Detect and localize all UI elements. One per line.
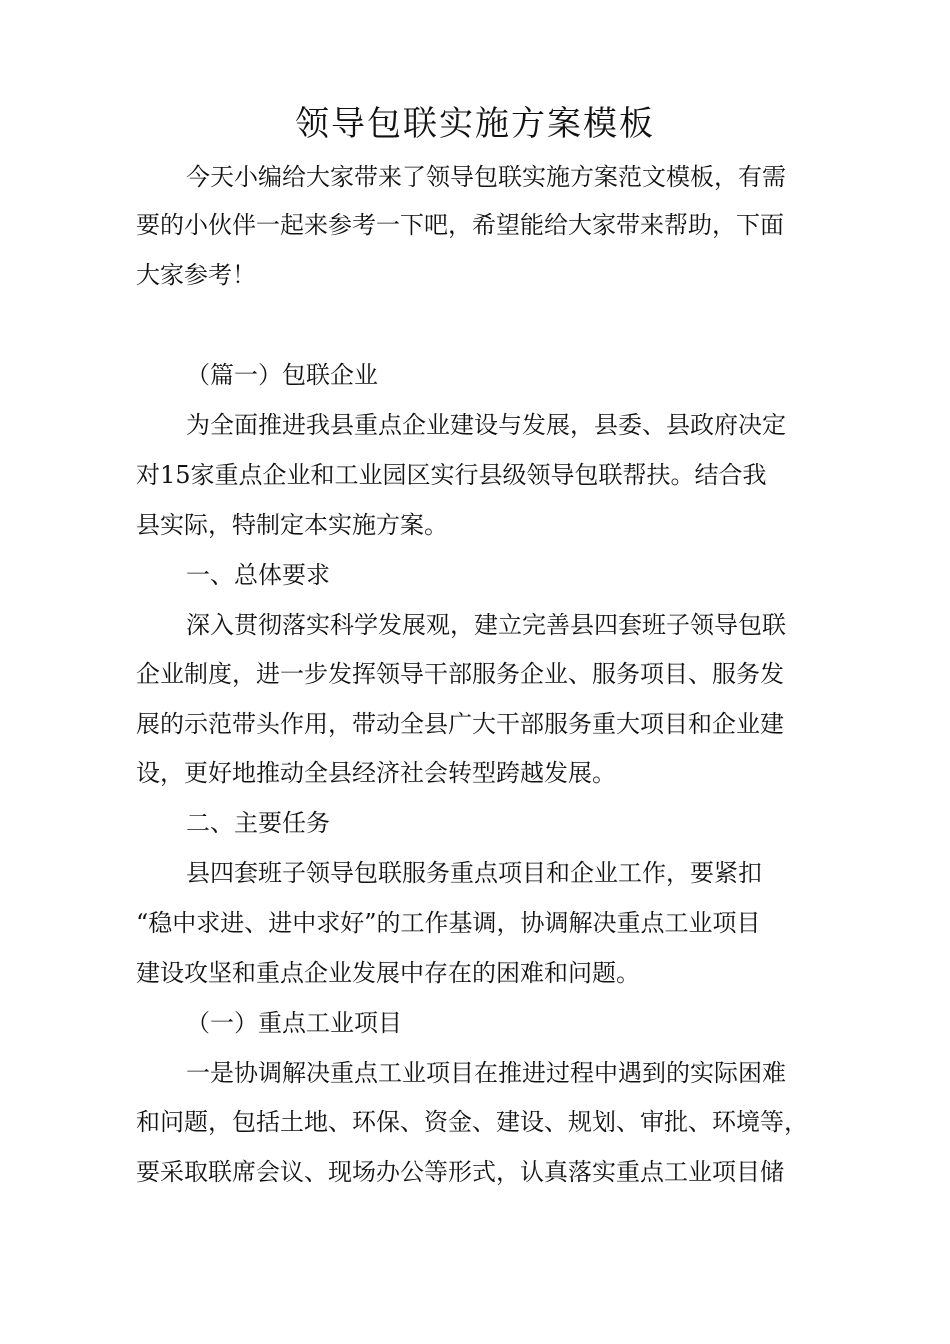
paragraph-line: 要采取联席会议、现场办公等形式，认真落实重点工业项目储 xyxy=(136,1158,784,1186)
paragraph-line: 建设攻坚和重点企业发展中存在的困难和问题。 xyxy=(136,959,640,987)
paragraph-line: 今天小编给大家带来了领导包联实施方案范文模板，有需 xyxy=(186,163,786,191)
paragraph-line: 和问题，包括土地、环保、资金、建设、规划、审批、环境等， xyxy=(136,1108,808,1136)
paragraph-line: 县实际，特制定本实施方案。 xyxy=(136,511,448,539)
paragraph-line: 县四套班子领导包联服务重点项目和企业工作，要紧扣 xyxy=(186,859,762,887)
section-heading: 二、主要任务 xyxy=(186,809,330,837)
paragraph-line: 展的示范带头作用，带动全县广大干部服务重大项目和企业建 xyxy=(136,710,784,738)
section-heading: （篇一）包联企业 xyxy=(186,361,378,389)
paragraph-line: 设，更好地推动全县经济社会转型跨越发展。 xyxy=(136,759,616,787)
paragraph-line: 深入贯彻落实科学发展观，建立完善县四套班子领导包联 xyxy=(186,611,786,639)
paragraph-line: “稳中求进、进中求好”的工作基调，协调解决重点工业项目 xyxy=(136,909,761,937)
paragraph-line: 要的小伙伴一起来参考一下吧，希望能给大家带来帮助，下面 xyxy=(136,211,784,239)
paragraph-line: 企业制度，进一步发挥领导干部服务企业、服务项目、服务发 xyxy=(136,660,784,688)
paragraph-line: 一是协调解决重点工业项目在推进过程中遇到的实际困难 xyxy=(186,1059,786,1087)
paragraph-line: 对15家重点企业和工业园区实行县级领导包联帮扶。结合我 xyxy=(136,461,767,489)
section-heading: 一、总体要求 xyxy=(186,561,330,589)
paragraph-line: 大家参考！ xyxy=(136,261,256,289)
subsection-heading: （一）重点工业项目 xyxy=(186,1009,402,1037)
document-title: 领导包联实施方案模板 xyxy=(295,104,655,144)
paragraph-line: 为全面推进我县重点企业建设与发展，县委、县政府决定 xyxy=(186,411,786,439)
